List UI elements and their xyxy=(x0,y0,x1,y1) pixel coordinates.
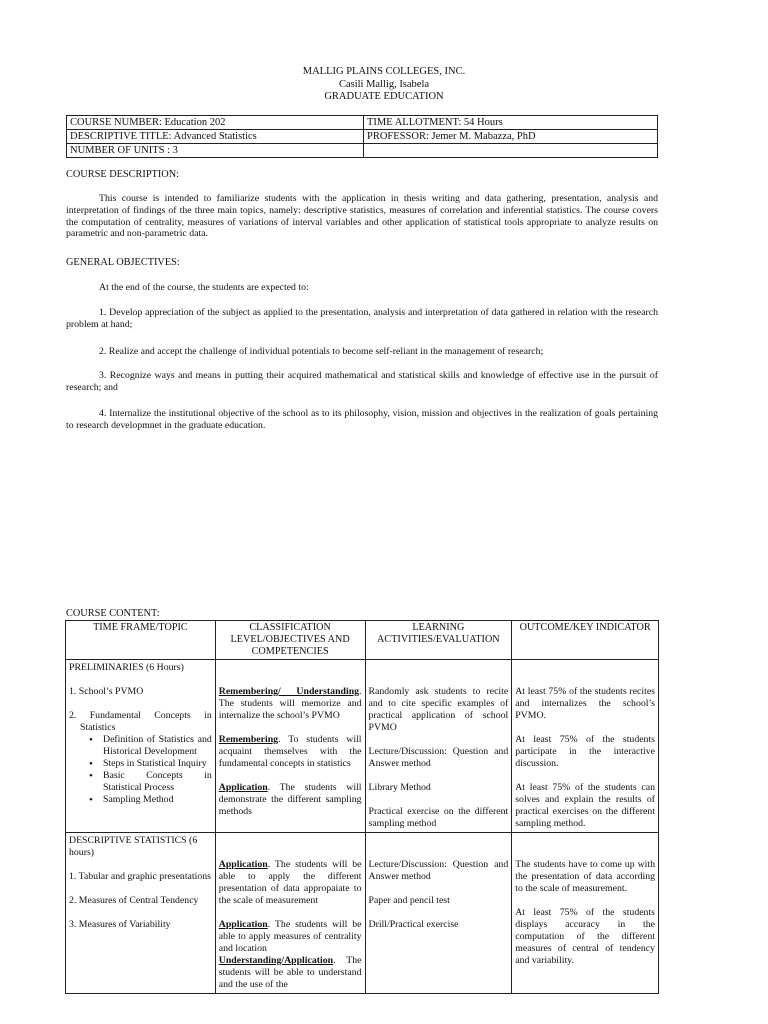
objective-item-text: 1. Develop appreciation of the subject as applied to the presentation, analysis and interpretation of data gathered in relation with the research problem at hand; xyxy=(66,307,658,330)
classification-label: Remembering/ Understanding xyxy=(218,686,360,697)
objectives-cell xyxy=(215,833,365,994)
outcome-entry: At least 75% of the students can solves and explain the results of practical exercises on the different sampling method. xyxy=(515,782,655,829)
outcome-entry: The students have to come up with the presentation of data according to the scale of measurement. xyxy=(515,859,655,894)
descriptive-title: DESCRIPTIVE TITLE: Advanced Statistics xyxy=(67,130,364,144)
objective-item-text: 2. Realize and accept the challenge of individual potentials to become self-reliant in the management of research; xyxy=(99,346,544,357)
objective-item xyxy=(66,346,658,358)
activity-entry: Lecture/Discussion: Question and Answer method xyxy=(368,746,509,769)
topic-item: 2. Measures of Central Tendency xyxy=(69,895,199,906)
activity-entry: Lecture/Discussion: Question and Answer method xyxy=(368,859,509,882)
objective-entry xyxy=(219,686,362,722)
outcome-entry: At least 75% of the students recites and internalizes the school’s PVMO. xyxy=(515,686,655,721)
column-header: OUTCOME/KEY INDICATOR xyxy=(512,621,659,660)
course-description-heading: COURSE DESCRIPTION: xyxy=(66,169,179,180)
column-header: TIME FRAME/TOPIC xyxy=(66,621,216,660)
number-of-units: NUMBER OF UNITS : 3 xyxy=(67,144,364,158)
objective-text: . The students will be able to understand and the use of the xyxy=(218,955,362,990)
table-row xyxy=(67,144,658,158)
table-row xyxy=(66,833,659,994)
section-title: PRELIMINARIES (6 Hours) xyxy=(69,662,184,673)
classification-label: Application xyxy=(218,919,268,930)
topic-item: 1. Tabular and graphic presentations xyxy=(69,871,211,882)
objective-text: . The students will memorize and internalize the school’s PVMO xyxy=(218,686,362,721)
objective-item-text: 4. Internalize the institutional objective of the school as to its philosophy, vision, mission and objectives in the realization of goals pertaining to research developmnet in the graduate education. xyxy=(66,408,658,431)
objective-item xyxy=(66,307,658,331)
objectives-intro-text: At the end of the course, the students are expected to: xyxy=(99,282,309,293)
subtopic-list xyxy=(69,734,212,806)
classification-label: Application xyxy=(218,782,268,793)
professor: PROFESSOR: Jemer M. Mabazza, PhD xyxy=(364,130,658,144)
topic-item: 2. Fundamental Concepts in Statistics xyxy=(69,710,212,733)
activities-cell xyxy=(365,833,512,994)
outcome-cell xyxy=(512,660,659,833)
objective-text: . To students will acquaint themselves with the fundamental concepts in statistics xyxy=(218,734,362,769)
outcome-entry: At least 75% of the students participate in the interactive discussion. xyxy=(515,734,655,769)
column-header: CLASSIFICATION LEVEL/OBJECTIVES AND COMPETENCIES xyxy=(215,621,365,660)
column-header: LEARNING ACTIVITIES/EVALUATION xyxy=(365,621,512,660)
activity-entry: Paper and pencil test xyxy=(368,895,450,906)
table-row xyxy=(67,130,658,144)
classification-label: Application xyxy=(218,859,268,870)
objective-entry xyxy=(219,734,362,770)
topic-item: 1. School’s PVMO xyxy=(69,686,144,697)
college-address: Casili Mallig, Isabela xyxy=(338,78,430,90)
empty-cell xyxy=(364,144,658,158)
activity-entry: Practical exercise on the different sampling method xyxy=(368,806,509,829)
objective-entry xyxy=(219,919,362,955)
outcome-entry: At least 75% of the students displays accuracy in the computation of the different measures of central of tendency and variability. xyxy=(515,907,655,966)
activity-entry: Randomly ask students to recite and to cite specific examples of practical application of school PVMO xyxy=(368,686,509,733)
table-row xyxy=(67,116,658,130)
activities-cell xyxy=(365,660,512,833)
topic-item: 3. Measures of Variability xyxy=(69,919,171,930)
classification-label: Remembering xyxy=(218,734,279,745)
objective-text: . The students will be able to apply the different presentation of data appropaiate to the scale of measurement xyxy=(218,859,362,906)
general-objectives-heading: GENERAL OBJECTIVES: xyxy=(66,257,180,268)
table-row xyxy=(66,660,659,833)
objectives-cell xyxy=(215,660,365,833)
objective-item xyxy=(66,408,658,432)
objective-entry xyxy=(219,859,362,907)
objective-item-text: 3. Recognize ways and means in putting their acquired mathematical and statistical skills and knowledge of effective use in the pursuit of research; and xyxy=(66,370,658,393)
course-description-paragraph: This course is intended to familiarize students with the application in thesis writing and data gathering, presentation, analysis and interpretation of findings of the three main topics, namely: descriptive statistics, measures of correlation and inferential statistics. The course covers the computation of centrality, measures of variations of interval variables and other application of statistical tools appropriate to analyze results on parametric and non-parametric data. xyxy=(66,193,658,240)
course-description-text xyxy=(66,193,658,240)
objective-entry xyxy=(219,955,362,991)
activity-entry: Drill/Practical exercise xyxy=(368,919,459,930)
course-info-table xyxy=(66,115,658,158)
list-item: • Basic Concepts in Statistical Process xyxy=(89,770,212,794)
objective-text: . The students will demonstrate the different sampling methods xyxy=(218,782,362,817)
objective-text: . The students will be able to apply measures of centrality and location xyxy=(218,919,362,954)
course-content-table xyxy=(65,620,659,994)
section-title: DESCRIPTIVE STATISTICS (6 hours) xyxy=(69,835,198,858)
list-item: • Sampling Method xyxy=(89,794,212,806)
list-item: • Steps in Statistical Inquiry xyxy=(89,758,212,770)
college-name: MALLIG PLAINS COLLEGES, INC. xyxy=(302,66,466,77)
document-header xyxy=(0,66,768,104)
activity-entry: Library Method xyxy=(368,782,431,793)
classification-label: Understanding/Application xyxy=(218,955,334,966)
objectives-intro xyxy=(66,282,658,294)
course-number: COURSE NUMBER: Education 202 xyxy=(67,116,364,130)
course-content-label: COURSE CONTENT: xyxy=(66,608,160,619)
objective-item xyxy=(66,370,658,394)
department-name: GRADUATE EDUCATION xyxy=(324,91,444,102)
list-item: • Definition of Statistics and Historical Development xyxy=(89,734,212,758)
topic-cell xyxy=(66,660,216,833)
topic-cell xyxy=(66,833,216,994)
outcome-cell xyxy=(512,833,659,994)
objective-entry xyxy=(219,782,362,818)
table-header-row xyxy=(66,621,659,660)
time-allotment: TIME ALLOTMENT: 54 Hours xyxy=(364,116,658,130)
